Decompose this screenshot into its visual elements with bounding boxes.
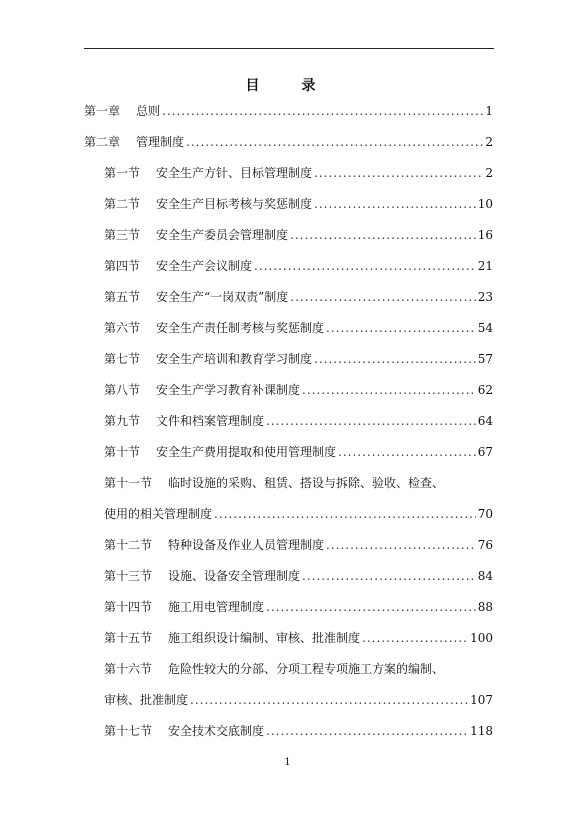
dot-leader	[362, 630, 468, 646]
toc-entry[interactable]	[104, 320, 493, 336]
toc-entry-page: 21	[477, 259, 493, 273]
toc-entry-number: 第十五节	[104, 631, 153, 645]
dot-leader	[266, 723, 468, 739]
dot-leader	[314, 165, 483, 181]
toc-entry[interactable]	[104, 537, 493, 553]
toc-entry-page: 64	[477, 414, 493, 428]
toc-entry-number: 第十四节	[104, 600, 153, 614]
toc-entry-page: 23	[477, 290, 493, 304]
toc-entry-title: 安全生产方针、目标管理制度	[156, 166, 313, 180]
toc-entry-number: 第七节	[104, 352, 141, 366]
toc-entry-page: 16	[477, 228, 493, 242]
toc-entry-number: 第八节	[104, 383, 141, 397]
dot-leader	[186, 134, 483, 150]
dot-leader	[266, 413, 476, 429]
toc-entry-page: 54	[477, 321, 493, 335]
toc-entry[interactable]	[104, 475, 444, 491]
toc-entry[interactable]	[104, 661, 444, 677]
toc-entry[interactable]	[104, 630, 493, 646]
dot-leader	[190, 692, 468, 708]
toc-entry[interactable]	[104, 599, 493, 615]
toc-entry-page: 76	[477, 538, 493, 552]
toc-entry-number: 第十七节	[104, 724, 153, 738]
toc-entry-title: 设施、设备安全管理制度	[168, 569, 301, 583]
dot-leader	[314, 351, 476, 367]
toc-entry-title: 安全生产费用提取和使用管理制度	[156, 445, 337, 459]
dot-leader	[290, 227, 476, 243]
toc-entry-title: 安全生产会议制度	[156, 259, 253, 273]
toc-entry[interactable]	[104, 413, 493, 429]
toc-entry-title: 危险性较大的分部、分项工程专项施工方案的编制、	[168, 662, 445, 676]
toc-entry-title: 安全生产委员会管理制度	[156, 228, 289, 242]
toc-entry[interactable]	[104, 723, 493, 739]
toc-entry-number: 第十三节	[104, 569, 153, 583]
dot-leader	[302, 568, 476, 584]
toc-entry-title: 文件和档案管理制度	[156, 414, 265, 428]
toc-entry-number: 第四节	[104, 259, 141, 273]
toc-entry-page: 70	[477, 507, 493, 521]
toc-entry-title: 使用的相关管理制度	[104, 507, 213, 521]
dot-leader	[314, 196, 476, 212]
toc-entry[interactable]	[104, 227, 493, 243]
toc-entry-title: 安全技术交底制度	[168, 724, 265, 738]
toc-entry[interactable]	[104, 165, 493, 181]
toc-entry-number: 第十一节	[104, 476, 153, 490]
toc-entry[interactable]	[104, 692, 493, 708]
dot-leader	[162, 103, 483, 119]
toc-entry[interactable]	[104, 444, 493, 460]
toc-entry-page: 2	[485, 166, 493, 180]
toc-entry-page: 67	[477, 445, 493, 459]
toc-entry-title: 安全生产责任制考核与奖惩制度	[156, 321, 325, 335]
toc-entry-title: 总则	[136, 104, 161, 118]
toc-entry-number: 第九节	[104, 414, 141, 428]
toc-entry-number: 第三节	[104, 228, 141, 242]
dot-leader	[338, 444, 476, 460]
toc-entry-title: 施工用电管理制度	[168, 600, 265, 614]
toc-entry-title: 施工组织设计编制、审核、批准制度	[168, 631, 361, 645]
page-number: 1	[284, 757, 291, 768]
toc-entry-page: 2	[485, 135, 493, 149]
toc-entry-number: 第一章	[84, 104, 121, 118]
toc-entry-title: 审核、批准制度	[104, 693, 189, 707]
toc-entry[interactable]	[104, 289, 493, 305]
toc-entry-page: 118	[470, 724, 493, 738]
toc-entry-number: 第一节	[104, 166, 141, 180]
dot-leader	[214, 506, 476, 522]
toc-entry-title: 特种设备及作业人员管理制度	[168, 538, 325, 552]
toc-entry[interactable]	[104, 258, 493, 274]
toc-entry-page: 107	[470, 693, 493, 707]
toc-entry-page: 100	[470, 631, 493, 645]
toc-entry[interactable]	[104, 196, 493, 212]
toc-entry-page: 1	[485, 104, 493, 118]
toc-entry-number: 第十六节	[104, 662, 153, 676]
header-rule	[84, 48, 494, 49]
toc-entry-page: 84	[477, 569, 493, 583]
toc-entry-title: 临时设施的采购、租赁、搭设与拆除、验收、检查、	[168, 476, 445, 490]
toc-title: 目 录	[245, 78, 330, 94]
dot-leader	[254, 258, 476, 274]
toc-entry-page: 57	[477, 352, 493, 366]
toc-chapter-entry[interactable]	[84, 103, 493, 119]
toc-entry-number: 第十二节	[104, 538, 153, 552]
toc-chapter-entry[interactable]	[84, 134, 493, 150]
dot-leader	[326, 537, 476, 553]
toc-entry[interactable]	[104, 568, 493, 584]
toc-entry-page: 62	[477, 383, 493, 397]
toc-entry[interactable]	[104, 506, 493, 522]
dot-leader	[326, 320, 476, 336]
toc-entry-number: 第二章	[84, 135, 121, 149]
dot-leader	[266, 599, 476, 615]
toc-entry-title: 安全生产“一岗双责”制度	[156, 290, 289, 304]
toc-entry-title: 安全生产培训和教育学习制度	[156, 352, 313, 366]
toc-entry-title: 安全生产目标考核与奖惩制度	[156, 197, 313, 211]
dot-leader	[290, 289, 475, 305]
toc-entry-number: 第五节	[104, 290, 141, 304]
toc-entry-title: 管理制度	[136, 135, 185, 149]
toc-entry-number: 第六节	[104, 321, 141, 335]
toc-entry-title: 安全生产学习教育补课制度	[156, 383, 301, 397]
toc-entry[interactable]	[104, 382, 493, 398]
dot-leader	[302, 382, 476, 398]
toc-entry[interactable]	[104, 351, 493, 367]
toc-entry-number: 第二节	[104, 197, 141, 211]
toc-entry-page: 10	[477, 197, 493, 211]
toc-entry-page: 88	[477, 600, 493, 614]
toc-entry-number: 第十节	[104, 445, 141, 459]
